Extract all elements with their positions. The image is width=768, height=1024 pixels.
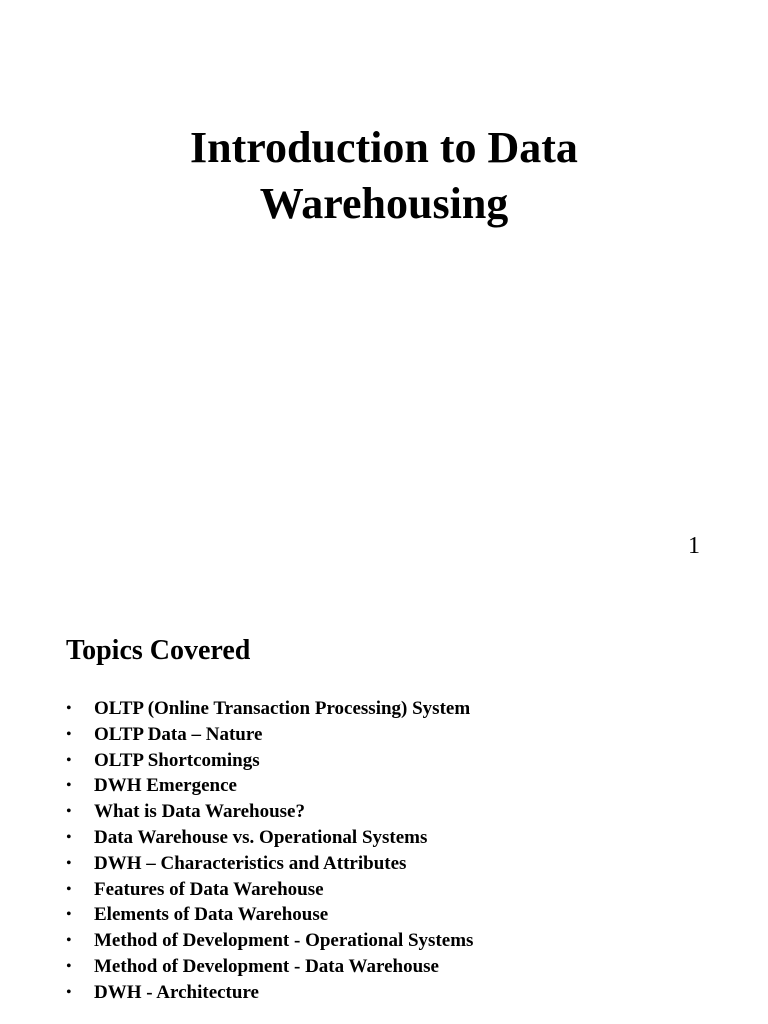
topic-label: DWH - Architecture [94, 981, 259, 1003]
bullet-icon: • [66, 803, 72, 821]
topic-label: Method of Development - Operational Systems [94, 930, 474, 952]
bullet-icon: • [66, 932, 72, 950]
bullet-icon: • [66, 854, 72, 872]
topic-item [66, 980, 473, 1006]
topic-label: Data Warehouse vs. Operational Systems [94, 826, 428, 848]
topic-item [66, 748, 473, 774]
topic-item [66, 851, 473, 877]
slide-title-line-1: Introduction to Data [190, 123, 578, 172]
topic-label: OLTP (Online Transaction Processing) System [94, 698, 471, 719]
slide-title [0, 120, 768, 232]
slide-title-line-2: Warehousing [259, 179, 509, 228]
bullet-icon: • [66, 828, 72, 846]
topic-label: Features of Data Warehouse [94, 878, 324, 900]
topics-slide [0, 600, 768, 1024]
topic-label: OLTP Shortcomings [94, 749, 260, 771]
bullet-icon: • [66, 751, 72, 769]
topic-item [66, 773, 473, 799]
topic-item [66, 825, 473, 851]
topic-item [66, 954, 473, 980]
topic-item [66, 928, 473, 954]
bullet-icon: • [66, 777, 72, 795]
topic-item [66, 902, 473, 928]
topic-item [66, 799, 473, 825]
topic-item [66, 877, 473, 903]
bullet-icon: • [66, 700, 72, 717]
bullet-icon: • [66, 983, 72, 1001]
topic-label: Method of Development - Data Warehouse [94, 955, 439, 977]
topic-item [66, 722, 473, 748]
topic-item [66, 696, 473, 722]
bullet-icon: • [66, 906, 72, 924]
topic-label: DWH – Characteristics and Attributes [94, 852, 407, 874]
topic-label: DWH Emergence [94, 775, 237, 797]
topics-heading: Topics Covered [66, 635, 251, 666]
page-number: 1 [688, 533, 700, 559]
topic-label: Elements of Data Warehouse [94, 904, 329, 926]
topic-list [66, 696, 473, 1006]
topic-label: OLTP Data – Nature [94, 723, 263, 745]
topic-label: What is Data Warehouse? [94, 801, 305, 823]
bullet-icon: • [66, 880, 72, 898]
bullet-icon: • [66, 725, 72, 743]
bullet-icon: • [66, 957, 72, 975]
